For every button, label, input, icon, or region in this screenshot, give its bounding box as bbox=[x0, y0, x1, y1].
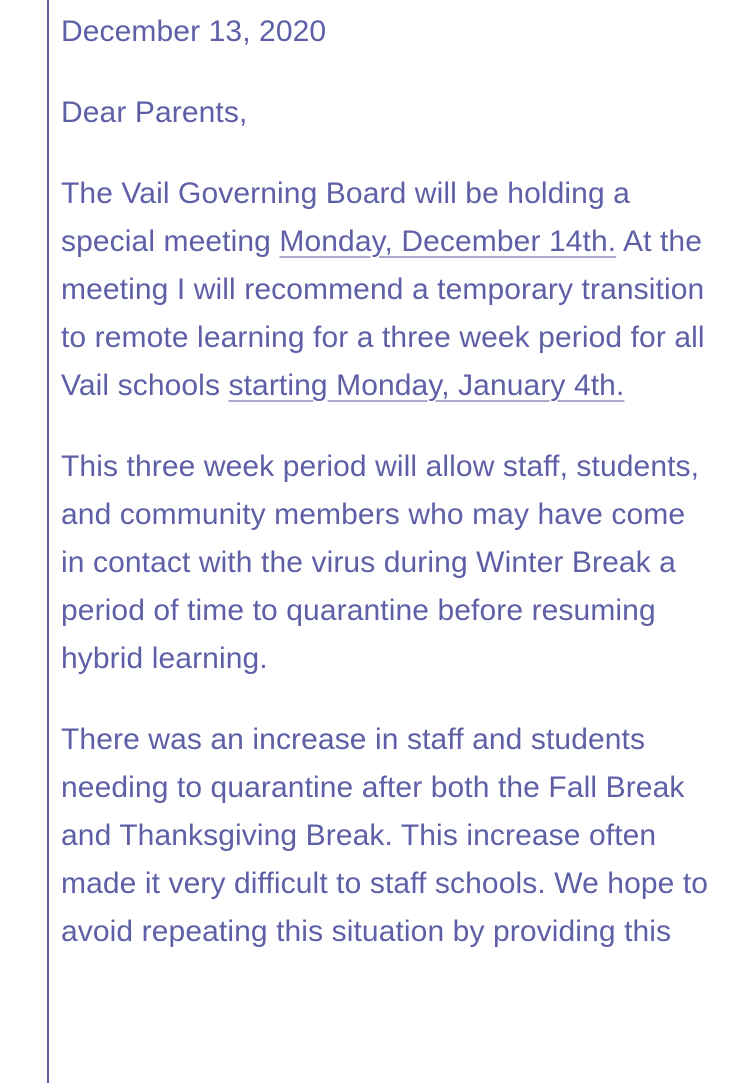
quote-bar bbox=[47, 0, 49, 1083]
letter-date: December 13, 2020 bbox=[61, 15, 327, 48]
date-link-meeting[interactable]: Monday, December 14th. bbox=[279, 225, 617, 258]
paragraph-text: The Vail Governing Board will be holding a special meeting bbox=[61, 177, 630, 258]
paragraph-quarantine: This three week period will allow staff, students, and community members who may have come in contact with the virus during Winter Break a period of time to quarantine before resuming hybrid learning. bbox=[61, 450, 700, 675]
date-link-start[interactable]: starting Monday, January 4th. bbox=[228, 369, 625, 402]
quoted-letter bbox=[61, 8, 711, 989]
paragraph-meeting bbox=[61, 170, 711, 410]
paragraph-text: At the meeting I will recommend a temporary transition to remote learning for a three week period for all Vail schools bbox=[61, 225, 705, 402]
salutation: Dear Parents, bbox=[61, 96, 248, 129]
paragraph-increase: There was an increase in staff and students needing to quarantine after both the Fall Break and Thanksgiving Break. This increase often made it very difficult to staff schools. We hope to avoid repeating this situation by providing this bbox=[61, 723, 709, 948]
